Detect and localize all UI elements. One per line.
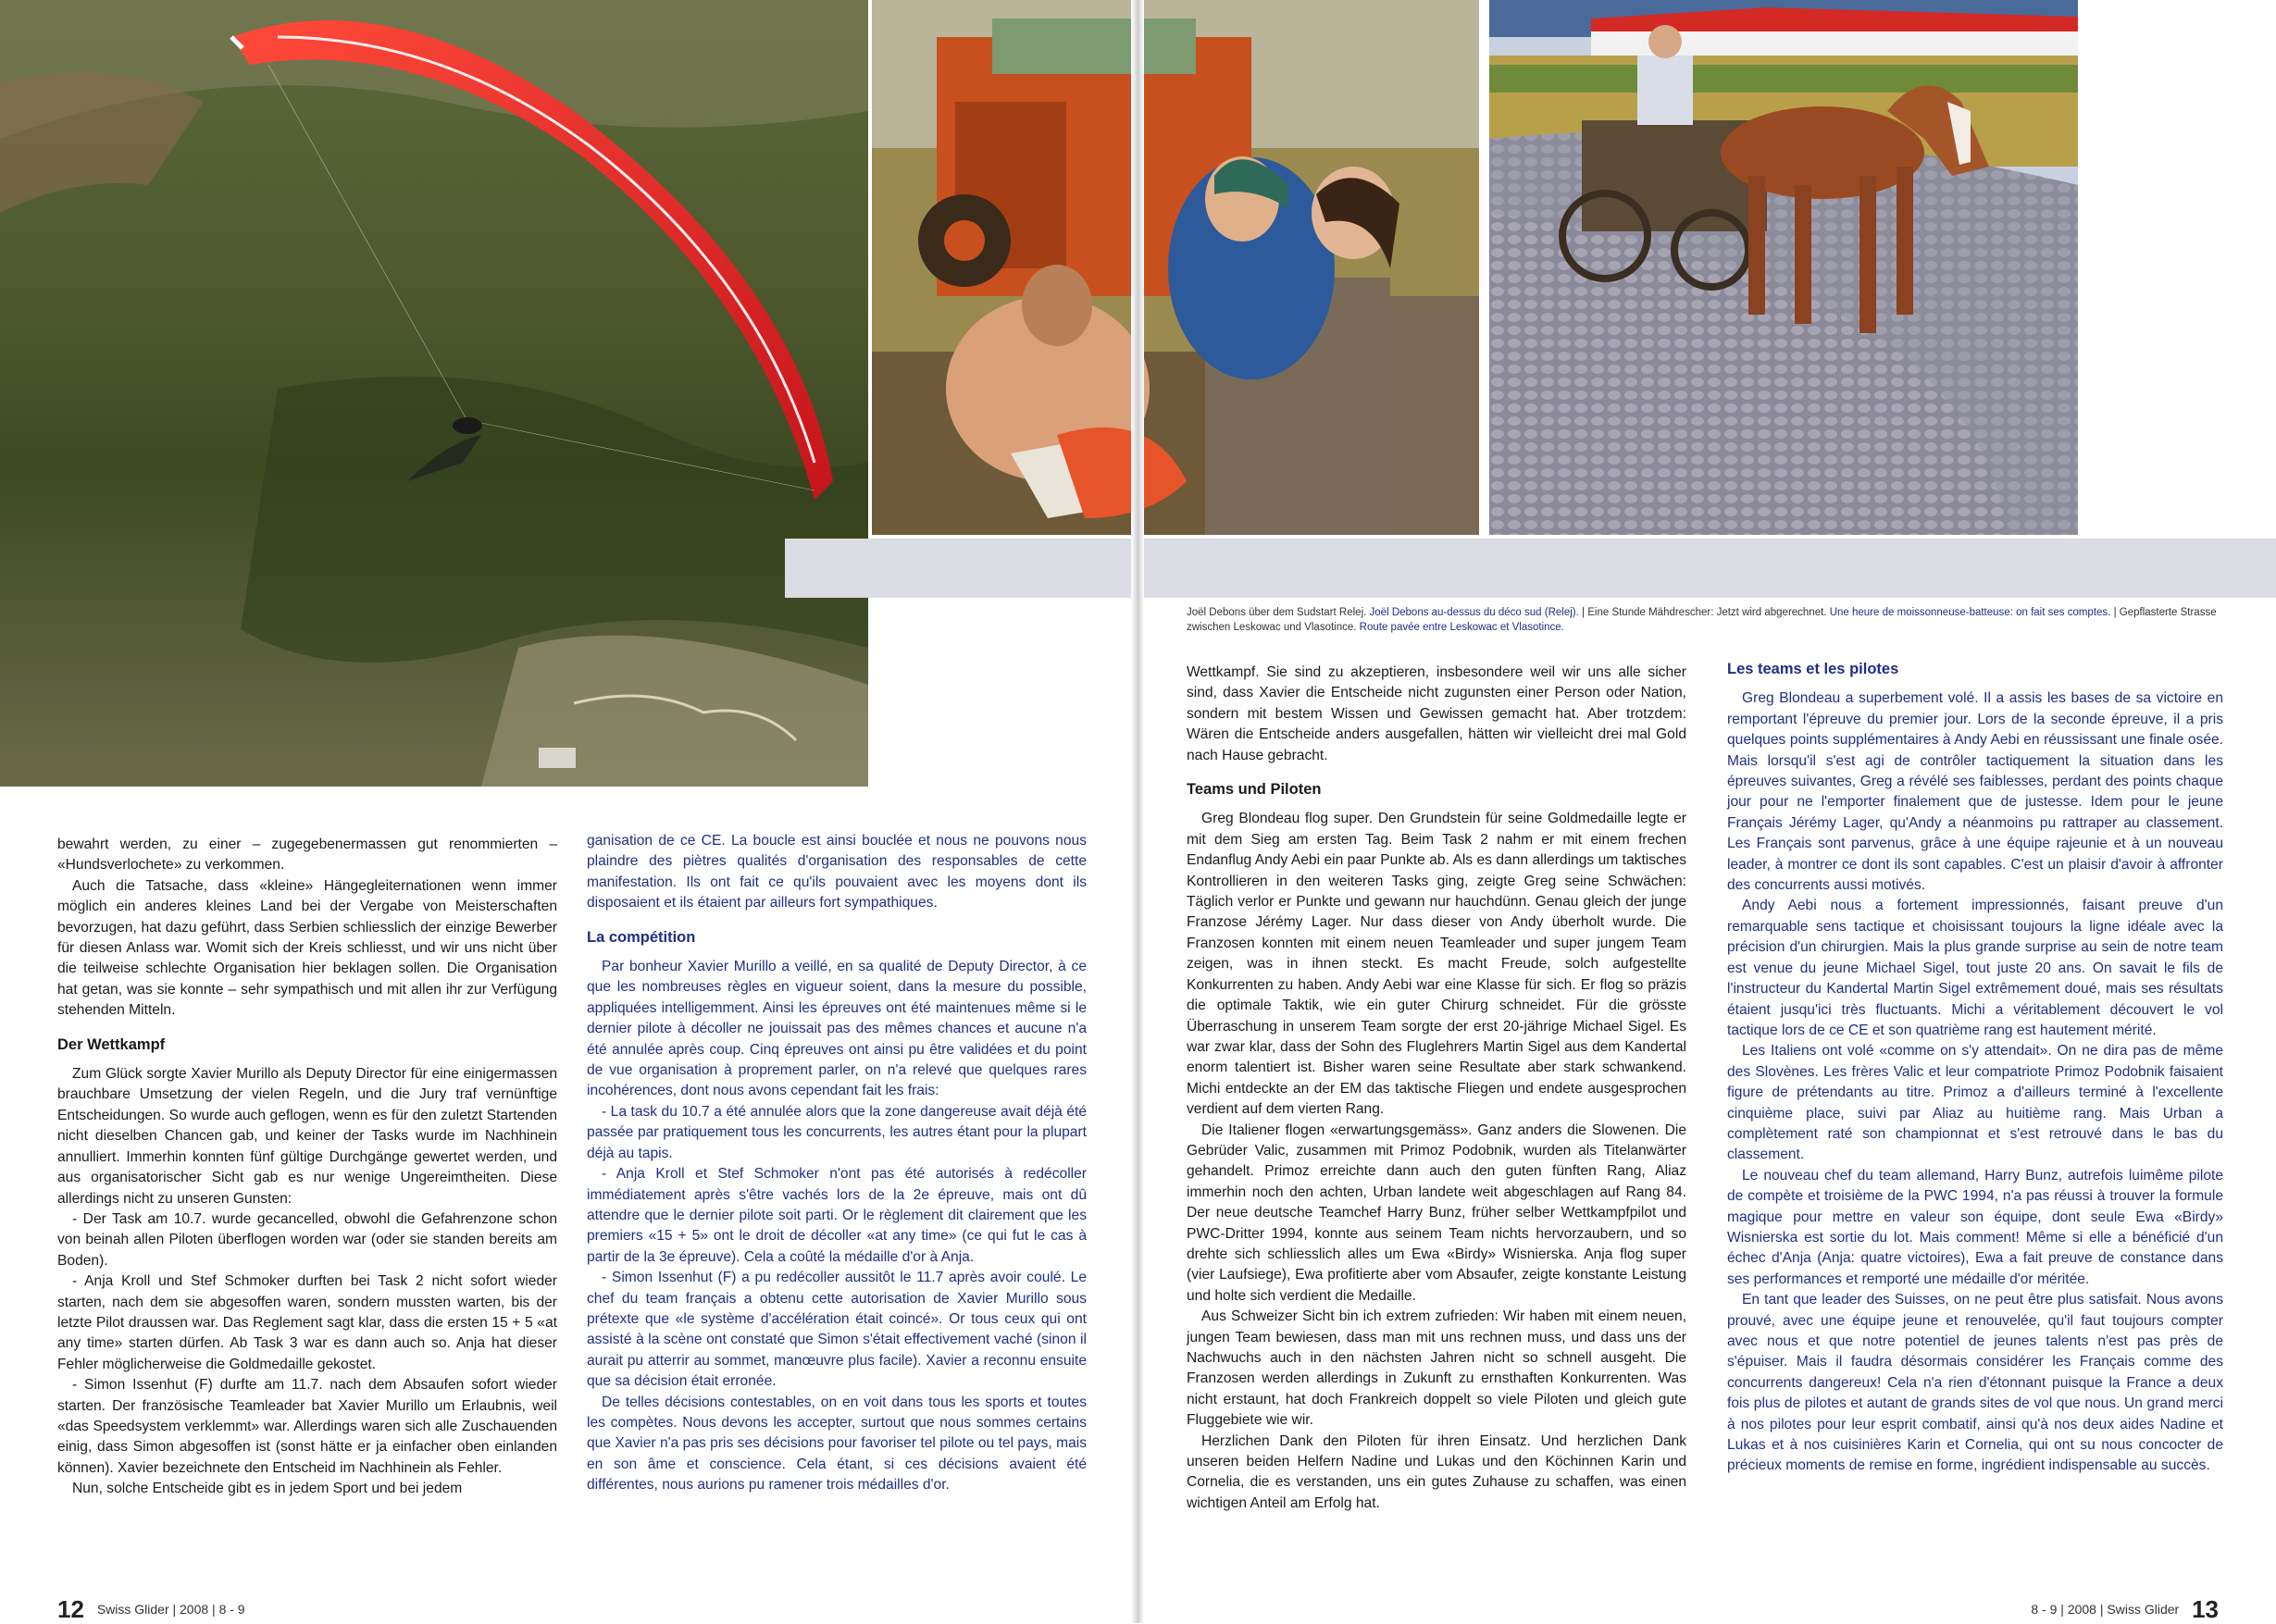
photo-paraglider xyxy=(0,0,868,787)
paragraph: - Der Task am 10.7. wurde gecancelled, obwohl die Gefahrenzone schon von beinah allen Piloten überflogen worden war (oder sie standen bereits am Boden). xyxy=(57,1210,557,1269)
paragraph: bewahrt werden, zu einer – zugegebenermassen gut renommierten – «Hundsverlochete» zu verkommen. xyxy=(57,837,557,874)
paragraph: Auch die Tatsache, dass «kleine» Hängegleiternationen wenn immer möglich ein anderes kleines Land bei der Vergabe von Meisterschaften bevorzugen, hat dazu geführt, dass Serbien schliesslich der einzige Bewerber für diesen Anlass war. Womit sich der Kreis schliesst, und wir uns nicht über die teilweise schlechte Organisation hier beklagen sollen. Die Organisation hat getan, was sie konnte – sehr sympathisch und mit allen ihr zur Verfügung stehenden Mitteln. xyxy=(57,877,557,1019)
paragraph: Herzlichen Dank den Piloten für ihren Einsatz. Und herzlichen Dank unseren beiden Helfern Nadine und Lukas und den Köchinnen Karin und Cornelia, die es verstanden, uns ein gutes Zuhause zu schaffen, was einen wichtigen Anteil am Erfolg hat. xyxy=(1187,1432,1686,1511)
section-heading: Les teams et les pilotes xyxy=(1727,661,1899,677)
paragraph: Les Italiens ont volé «comme on s'y attendait». On ne dira pas de même des Slovènes. Les frères Valic et leur compatriote Primoz Podobnik faisaient figure de prétendants au titre. Primoz a d'ailleurs terminé à l'excellente cinquième place, suivi par Aliaz au huitième rang. Mais Urban a complètement raté son championnat et s'est retrouvé dans le bas du classement. xyxy=(1727,1043,2223,1163)
paragraph: Nun, solche Entscheide gibt es in jedem Sport und bei jedem xyxy=(72,1481,463,1497)
paragraph: En tant que leader des Suisses, on ne peut être plus satisfait. Nous avons prouvé, avec une équipe jeune et renouvelée, qu'il faut toujours compter avec nous et que notre potentiel de jeunes talents n'est pas près de s'épuiser. Mais il faudra désormais considérer les Français comme des concurrents dangereux! Cela n'a rien d'étonnant puisque la France a deux fois plus de pilotes et autant de grands sites de vol que nous. Un grand merci à nos pilotes pour leur esprit combatif, ainsi qu'à nos deux aides Nadine et Lukas et à nos cuisinières Karin et Cornelia, qui ont su nous concocter de précieux moments de remise en forme, ingrédient indispensable au succès. xyxy=(1727,1292,2223,1474)
paragraph: Die Italiener flogen «erwartungsgemäss». Ganz anders die Slowenen. Die Gebrüder Valic, zusammen mit Primoz Podobnik, wurden als Titelanwärter gehandelt. Primoz erreichte dann auch den guten fünften Rang, Aliaz immerhin noch den achten, Urban landete weit abgeschlagen auf Rang 84. Der neue deutsche Teamchef Harry Bunz, früher selber Wettkampfpilot und PWC-Dritter 1994, konnte aus seinem Team nichts hervorzaubern, und so drehte sich schliesslich alles um Ewa «Birdy» Wisnierska. Anja flog super (vier Laufsiege), Ewa profitierte aber vom Absaufer, zeigte konstante Leistung und holte sich verdient die Medaille. xyxy=(1187,1122,1686,1304)
paragraph: Par bonheur Xavier Murillo a veillé, en sa qualité de Deputy Director, à ce que les nombreuses règles en vigueur soient, dans la mesure du possible, appliquées intelligemment. Ainsi les épreuves ont été maintenues même si le dernier pilote à décoller ne jouissait pas des mêmes chances et aucune n'a été annulée après coup. Cinq épreuves ont ainsi pu être validées et du point de vue organisation à proprement parler, on n'a relevé que quelques rares incohérences, dont nous avons cependant fait les frais: xyxy=(587,959,1087,1099)
column-fr-right xyxy=(1727,650,2223,1477)
photo-harvester xyxy=(872,0,1479,535)
caption-de-3: Gepflasterte Strasse zwischen Leskowac und Vlasotince. xyxy=(1187,607,2217,633)
footer-right-text: 8 - 9 | 2008 | Swiss Glider xyxy=(2031,1602,2180,1617)
caption-de-1: Joël Debons über dem Sudstart Relej. xyxy=(1187,607,1367,618)
paragraph: Andy Aebi nous a fortement impressionnés, faisant preuve d'un remarquable sens tactique et choisissant toujours la ligne idéale avec la précision d'un chirurgien. Mais la plus grande surprise au sein de notre team est venue du jeune Michael Sigel, tout juste 20 ans. On savait le fils de l'instructeur du Kandertal Martin Sigel extrêmement doué, mais ses résultats étaient jusqu'ici très fluctuants. Michi a véritablement découvert le vol tactique lors de ce CE et son quatrième rang est hautement mérité. xyxy=(1727,898,2223,1038)
caption-separator: | xyxy=(2113,607,2117,618)
paragraph: Greg Blondeau flog super. Den Grundstein für seine Goldmedaille legte er mit dem Sieg am ersten Tag. Beim Task 2 nahm er mit einem frechen Endanflug Andy Aebi ein paar Punkte ab. Als es dann allerdings um taktisches Kontrollieren in den weiteren Tasks ging, zeigte Greg seine Schwächen: Täglich verlor er Punkte und gewann nur hauchdünn. Genau gleich der junge Franzose Jérémy Lager. Nur dass dieser von Andy überholt wurde. Die Franzosen konnten mit einem neuen Teamleader und super jungem Team zeigen, was in ihnen steckt. Es macht Freude, solch aufgestellte Konkurrenten zu haben. Andy Aebi war eine Klasse für sich. Er flog so präzis die optimale Taktik, wie ein guter Chirurg schneidet. Für die grösste Überraschung in unserem Team sorgte der erst 20-jährige Michael Sigel. Es war zwar klar, dass der Sohn des Fluglehrers Martin Sigel aus dem Kandertal enorm talentiert ist. Bisher waren seine Resultate aber stark schwankend. Michi entdeckte an der EM das taktische Fliegen und endete ausgesprochen verdient auf dem vierten Rang. xyxy=(1187,811,1686,1118)
paragraph: - Anja Kroll et Stef Schmoker n'ont pas été autorisés à redécoller immédiatement après s'être vachés lors de la 2e épreuve, mais ont dû attendre que le dernier pilote soit parti. Or le règlement dit clairement que les premiers «15 + 5» ont le droit de décoller «at any time» (ce qui fut le cas à partir de la 3e épreuve). Cela a coûté la médaille d'or à Anja. xyxy=(587,1166,1087,1265)
footer-right xyxy=(2031,1595,2219,1624)
column-de-left xyxy=(57,835,557,1500)
page-gutter xyxy=(1131,0,1144,1623)
paragraph: Wettkampf. Sie sind zu akzeptieren, insbesondere weil wir uns alle sicher sind, dass Xavier die Entscheide nicht zugunsten einer Person oder Nation, sondern mit bestem Wissen und Gewissen gemacht hat. Aber trotzdem: Wären die Entscheide anders ausgefallen, hätten wir vielleicht drei mal Gold nach Hause gebracht. xyxy=(1187,664,1686,763)
paragraph: - Simon Issenhut (F) a pu redécoller aussitôt le 11.7 après avoir coulé. Le chef du team français a obtenu cette autorisation de Xavier Murillo sous prétexte que «le système d'accélération était coincé». Or tous ceux qui ont assisté à la scène ont constaté que Simon s'était effectivement vaché (sinon il aurait pu atterrir au sommet, manœuvre plus facile). Xavier a reconnu ensuite que sa décision était erronée. xyxy=(587,1270,1087,1390)
section-heading: Der Wettkampf xyxy=(57,1035,166,1053)
decorative-band xyxy=(785,539,2276,598)
column-de-right xyxy=(1187,663,1686,1514)
photo-caption xyxy=(1187,605,2223,635)
column-fr-left xyxy=(587,831,1087,1496)
caption-fr-2: Une heure de moissonneuse-batteuse: on fait ses comptes. xyxy=(1829,607,2111,618)
paragraph: Le nouveau chef du team allemand, Harry Bunz, autrefois luimême pilote de compète et troisième de la PWC 1994, n'a pas réussi à trouver la formule magique pour mettre en valeur son équipe, dont seule Ewa «Birdy» Wisnierska est sortie du lot. Mais comment! Même si elle a bénéficié d'un échec d'Anja (Anja: quatre victoires), Ewa a fait preuve de constance dans ses performances et remporté une médaille d'or méritée. xyxy=(1727,1167,2223,1287)
paragraph: De telles décisions contestables, on en voit dans tous les sports et toutes les compètes. Nous devons les accepter, surtout que nous sommes certains que Xavier n'a pas pris ses décisions pour favoriser tel pilote ou tel pays, mais en son âme et conscience. Cela étant, si ces décisions avaient été différentes, nous aurions pu ramener trois médailles d'or. xyxy=(587,1394,1087,1494)
caption-separator: | xyxy=(1582,607,1586,618)
footer-left-text: Swiss Glider | 2008 | 8 - 9 xyxy=(96,1602,245,1617)
paragraph: Zum Glück sorgte Xavier Murillo als Deputy Director für eine einigermassen brauchbare Umsetzung der vielen Regeln, und die Jury traf vernünftige Entscheidungen. So wurde auch geflogen, wenn es für den zuletzt Startenden nicht dieselben Chancen gab, und keiner der Tasks wurde im Nachhinein annulliert. Immerhin konnten fünf gültige Durchgänge gewertet werden, und aus organisatorischer Sicht gab es nur wenige Ungereimtheiten. Diese allerdings nicht zu unseren Gunsten: xyxy=(57,1066,557,1207)
section-heading: La compétition xyxy=(587,928,696,946)
photo-horse-cart xyxy=(1489,0,2078,535)
page-number-left: 12 xyxy=(57,1595,84,1623)
paragraph: Aus Schweizer Sicht bin ich extrem zufrieden: Wir haben mit einem neuen, jungen Team bewiesen, dass man mit uns rechnen muss, und dass uns der Nachwuchs auch in den nächsten Jahren nicht so schnell ausgeht. Die Franzosen werden allerdings in Zukunft zu ernsthaften Konkurrenten. Was nicht erstaunt, hat doch Frankreich doppelt so viele Piloten und gleich gute Fluggebiete wie wir. xyxy=(1187,1308,1686,1429)
caption-de-2: Eine Stunde Mähdrescher: Jetzt wird abgerechnet. xyxy=(1587,607,1827,618)
caption-fr-3: Route pavée entre Leskowac et Vlasotince. xyxy=(1359,622,1564,633)
paragraph: Greg Blondeau a superbement volé. Il a assis les bases de sa victoire en remportant l'épreuve du premier jour. Lors de la seconde épreuve, il a pris quelques points supplémentaires à Andy Aebi en réussissant une finale osée. Mais lorsqu'il s'est agi de contrôler tactiquement la situation dans les épreuves suivantes, Greg a révélé ses faiblesses, perdant des points chaque jour pour ne l'emporter finalement que de justesse. Idem pour le jeune Français Jérémy Lager, qu'Andy a néanmoins pu rattraper au classement. Les Français sont parvenus, grâce à une équipe rajeunie et à un nouveau leader, à montrer ce dont ils sont capables. C'est un plaisir d'avoir à affronter des concurrents aussi motivés. xyxy=(1727,690,2223,894)
paragraph: - Anja Kroll und Stef Schmoker durften bei Task 2 nicht sofort wieder starten, nach dem sie abgesoffen waren, sondern mussten warten, bis der letzte Pilot draussen war. Das Reglement sagt klar, dass die ersten 15 + 5 «at any time» starten dürfen. Ab Task 3 war es dann auch so. Anja hat dieser Fehler möglicherweise die Goldmedaille gekostet. xyxy=(57,1273,557,1372)
paragraph: - La task du 10.7 a été annulée alors que la zone dangereuse avait déjà été passée par pratiquement tous les concurrents, les autres étant pour la plupart déjà au tapis. xyxy=(587,1103,1087,1161)
page-number-right: 13 xyxy=(2192,1595,2219,1623)
footer-left xyxy=(57,1595,245,1624)
section-heading: Teams und Piloten xyxy=(1187,781,1322,799)
paragraph: ganisation de ce CE. La boucle est ainsi bouclée et nous ne pouvons nous plaindre des piètres qualités d'organisation des responsables de cette manifestation. Ils ont fait ce qu'ils pouvaient avec les moyens dont ils disposaient et ils étaient par ailleurs fort sympathiques. xyxy=(587,833,1087,911)
paragraph: - Simon Issenhut (F) durfte am 11.7. nach dem Absaufen sofort wieder starten. Der französische Teamleader bat Xavier Murillo um Erlaubnis, weil «das Speedsystem verklemmt» war. Allerdings waren sich alle Zuschauenden einig, dass Simon abgesoffen ist (sonst hätte er ja einfacher oben einlanden können). Xavier bezeichnete den Entscheid im Nachhinein als Fehler. xyxy=(57,1377,557,1476)
caption-fr-1: Joël Debons au-dessus du déco sud (Relej). xyxy=(1369,607,1579,618)
